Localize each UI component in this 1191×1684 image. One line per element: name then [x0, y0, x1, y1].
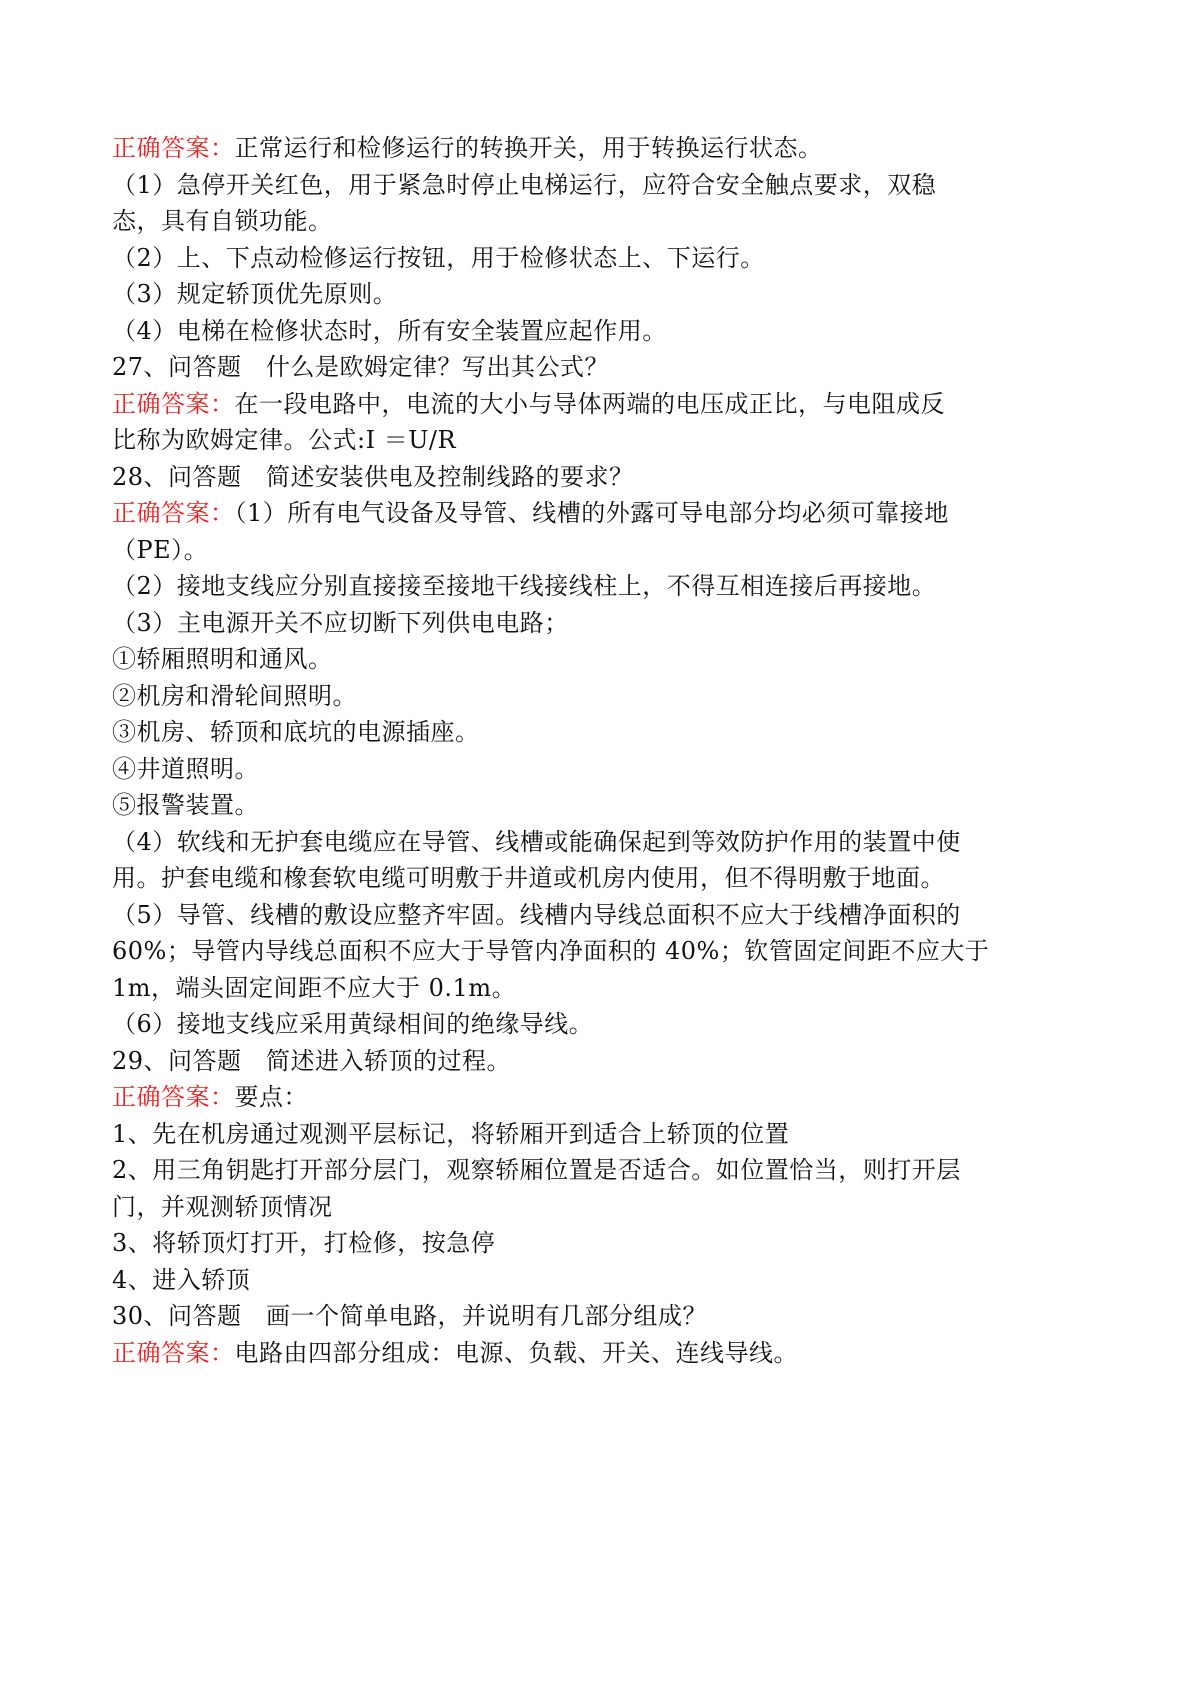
list-item: ①轿厢照明和通风。	[112, 645, 333, 673]
text-line: （3）主电源开关不应切断下列供电电路；	[112, 608, 569, 637]
question-heading: 28、问答题 简述安装供电及控制线路的要求？	[112, 462, 634, 491]
answer-label: 正确答案：	[112, 499, 235, 527]
question-heading: 30、问答题 画一个简单电路，并说明有几部分组成？	[112, 1302, 708, 1330]
text-line: （4）电梯在检修状态时，所有安全装置应起作用。	[112, 316, 667, 345]
text-line: （4）软线和无护套电缆应在导管、线槽或能确保起到等效防护作用的装置中使	[112, 827, 961, 856]
text-line: 比称为欧姆定律。公式:I ＝U/R	[112, 426, 457, 454]
text-line: （3）规定轿顶优先原则。	[112, 280, 398, 308]
text-line: 1m，端头固定间距不应大于 0.1m。	[112, 973, 517, 1002]
text-line: 4、进入轿顶	[112, 1265, 251, 1294]
answer-label: 正确答案：	[112, 389, 235, 418]
list-item: ⑤报警装置。	[112, 791, 259, 819]
answer-text: 要点：	[234, 1083, 308, 1111]
question-heading: 27、问答题 什么是欧姆定律？写出其公式？	[112, 353, 610, 381]
text-line: 3、将轿顶灯打开，打检修，按急停	[112, 1229, 496, 1257]
text-line: 2、用三角钥匙打开部分层门，观察轿厢位置是否适合。如位置恰当，则打开层	[112, 1156, 961, 1184]
text-line: 1、先在机房通过观测平层标记，将轿厢开到适合上轿顶的位置	[112, 1119, 790, 1148]
answer-label: 正确答案：	[112, 1338, 235, 1367]
answer-label: 正确答案：	[112, 1083, 235, 1111]
answer-line	[112, 386, 1087, 423]
text-line: （6）接地支线应采用黄绿相间的绝缘导线。	[112, 1010, 594, 1038]
document-page	[112, 130, 1087, 1371]
text-line: （1）急停开关红色，用于紧急时停止电梯运行，应符合安全触点要求，双稳	[112, 170, 937, 199]
text-line: 态，具有自锁功能。	[112, 207, 333, 235]
text-line: （2）接地支线应分别直接接至接地干线接线柱上，不得互相连接后再接地。	[112, 572, 937, 600]
text-line: 60%；导管内导线总面积不应大于导管内净面积的 40%；钦管固定间距不应大于	[112, 937, 990, 965]
answer-label: 正确答案：	[112, 134, 235, 162]
answer-line	[112, 130, 1087, 167]
list-item: ④井道照明。	[112, 754, 259, 783]
answer-text: 在一段电路中，电流的大小与导体两端的电压成正比，与电阻成反	[234, 389, 945, 418]
text-line: 用。护套电缆和橡套软电缆可明敷于井道或机房内使用，但不得明敷于地面。	[112, 864, 945, 892]
answer-text: （1）所有电气设备及导管、线槽的外露可导电部分均必须可靠接地	[234, 499, 949, 527]
question-heading: 29、问答题 简述进入轿顶的过程。	[112, 1046, 512, 1075]
answer-line	[112, 1079, 1087, 1116]
list-item: ②机房和滑轮间照明。	[112, 681, 357, 710]
answer-line	[112, 495, 1087, 532]
answer-text: 正常运行和检修运行的转换开关，用于转换运行状态。	[234, 134, 823, 162]
text-line: （2）上、下点动检修运行按钮，用于检修状态上、下运行。	[112, 243, 765, 272]
text-line: 门，并观测轿顶情况	[112, 1192, 333, 1221]
text-line: （5）导管、线槽的敷设应整齐牢固。线槽内导线总面积不应大于线槽净面积的	[112, 900, 961, 929]
answer-line	[112, 1335, 1087, 1372]
list-item: ③机房、轿顶和底坑的电源插座。	[112, 718, 480, 746]
text-line: （PE）。	[112, 535, 209, 564]
answer-text: 电路由四部分组成：电源、负载、开关、连线导线。	[234, 1338, 798, 1367]
